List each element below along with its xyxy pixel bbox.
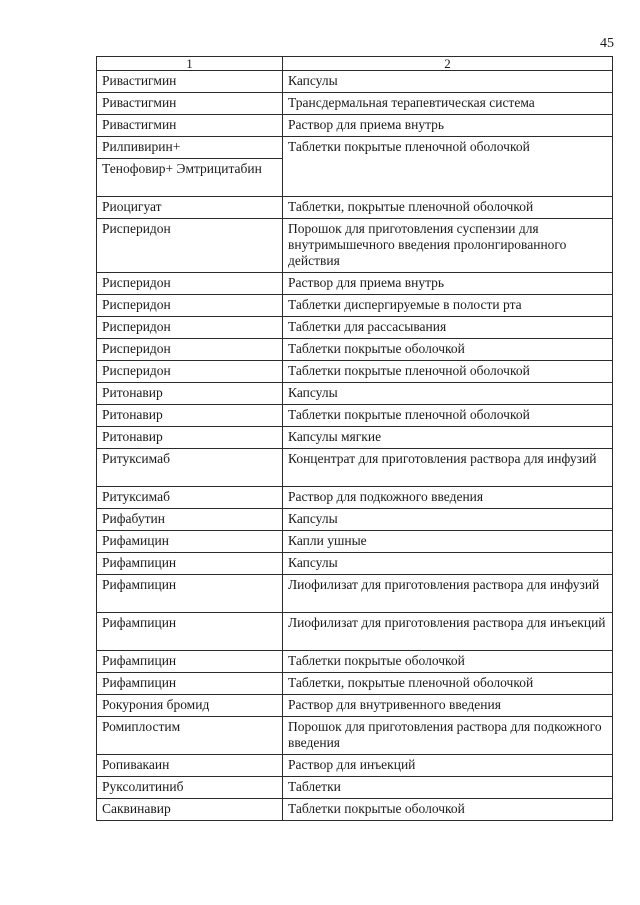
- table-row: [97, 295, 613, 317]
- table-row: [97, 383, 613, 405]
- table-row: [97, 575, 613, 613]
- table-row: [97, 219, 613, 273]
- table-header-row: [97, 57, 613, 71]
- dosage-form-cell: Таблетки покрытые оболочкой: [283, 799, 613, 821]
- dosage-form-cell: Раствор для внутривенного введения: [283, 695, 613, 717]
- table-row: [97, 487, 613, 509]
- drug-name-cell: Риоцигуат: [97, 197, 283, 219]
- dosage-form-cell: Капсулы: [283, 553, 613, 575]
- drug-name-cell: Рифабутин: [97, 509, 283, 531]
- page-number: 45: [600, 36, 614, 51]
- dosage-form-cell: Раствор для приема внутрь: [283, 115, 613, 137]
- drug-name-cell: Руксолитиниб: [97, 777, 283, 799]
- table-row: [97, 339, 613, 361]
- drug-name-cell: Ритуксимаб: [97, 449, 283, 487]
- dosage-form-cell: Раствор для инъекций: [283, 755, 613, 777]
- drug-name-cell: Рокурония бромид: [97, 695, 283, 717]
- dosage-form-cell: Таблетки, покрытые пленочной оболочкой: [283, 673, 613, 695]
- drug-name-cell: Рисперидон: [97, 219, 283, 273]
- dosage-form-cell: Раствор для приема внутрь: [283, 273, 613, 295]
- dosage-form-cell: Концентрат для приготовления раствора для инфузий: [283, 449, 613, 487]
- drug-name-cell: Рифампицин: [97, 575, 283, 613]
- table-row: [97, 695, 613, 717]
- drug-name-cell: Рифампицин: [97, 613, 283, 651]
- dosage-form-cell: Таблетки покрытые пленочной оболочкой: [283, 137, 613, 197]
- drug-name-cell: Рифамицин: [97, 531, 283, 553]
- dosage-form-cell: Таблетки для рассасывания: [283, 317, 613, 339]
- table-row: [97, 427, 613, 449]
- table-row: [97, 71, 613, 93]
- drug-table: [96, 56, 613, 821]
- table-row: [97, 755, 613, 777]
- dosage-form-cell: Раствор для подкожного введения: [283, 487, 613, 509]
- table-row: [97, 673, 613, 695]
- table-row: [97, 613, 613, 651]
- drug-name-cell: Ропивакаин: [97, 755, 283, 777]
- column-header: 1: [97, 57, 283, 71]
- drug-name-cell: Рисперидон: [97, 361, 283, 383]
- column-header: 2: [283, 57, 613, 71]
- dosage-form-cell: Капсулы: [283, 383, 613, 405]
- dosage-form-cell: Порошок для приготовления суспензии для внутримышечного введения пролонгированного действия: [283, 219, 613, 273]
- dosage-form-cell: Таблетки диспергируемые в полости рта: [283, 295, 613, 317]
- drug-name-cell: Ритонавир: [97, 405, 283, 427]
- dosage-form-cell: Таблетки, покрытые пленочной оболочкой: [283, 197, 613, 219]
- drug-name-cell: Ритонавир: [97, 383, 283, 405]
- table-row: [97, 777, 613, 799]
- drug-name-cell: Рисперидон: [97, 273, 283, 295]
- table-row: [97, 651, 613, 673]
- dosage-form-cell: Порошок для приготовления раствора для подкожного введения: [283, 717, 613, 755]
- drug-name-cell: Ритуксимаб: [97, 487, 283, 509]
- table-row: [97, 361, 613, 383]
- table-row: [97, 93, 613, 115]
- dosage-form-cell: Таблетки покрытые пленочной оболочкой: [283, 361, 613, 383]
- drug-name-cell: Рифампицин: [97, 553, 283, 575]
- drug-name-cell: Рилпивирин+: [97, 137, 283, 159]
- table-row: [97, 799, 613, 821]
- dosage-form-cell: Таблетки покрытые оболочкой: [283, 651, 613, 673]
- table-row: [97, 449, 613, 487]
- table-row: [97, 531, 613, 553]
- drug-name-cell: Тенофовир+ Эмтрицитабин: [97, 159, 283, 197]
- table-row: [97, 317, 613, 339]
- drug-name-cell: Ривастигмин: [97, 115, 283, 137]
- table-row: [97, 137, 613, 159]
- drug-name-cell: Ритонавир: [97, 427, 283, 449]
- table-row: [97, 509, 613, 531]
- dosage-form-cell: Лиофилизат для приготовления раствора для инъекций: [283, 613, 613, 651]
- dosage-form-cell: Капсулы: [283, 71, 613, 93]
- dosage-form-cell: Трансдермальная терапевтическая система: [283, 93, 613, 115]
- table-row: [97, 197, 613, 219]
- dosage-form-cell: Капсулы мягкие: [283, 427, 613, 449]
- table-row: [97, 405, 613, 427]
- table-row: [97, 553, 613, 575]
- drug-name-cell: Рисперидон: [97, 295, 283, 317]
- table-row: [97, 717, 613, 755]
- drug-name-cell: Саквинавир: [97, 799, 283, 821]
- dosage-form-cell: Лиофилизат для приготовления раствора для инфузий: [283, 575, 613, 613]
- table-row: [97, 273, 613, 295]
- drug-name-cell: Рифампицин: [97, 651, 283, 673]
- table-row: [97, 115, 613, 137]
- dosage-form-cell: Таблетки покрытые пленочной оболочкой: [283, 405, 613, 427]
- dosage-form-cell: Капли ушные: [283, 531, 613, 553]
- dosage-form-cell: Капсулы: [283, 509, 613, 531]
- drug-name-cell: Рифампицин: [97, 673, 283, 695]
- drug-name-cell: Ривастигмин: [97, 71, 283, 93]
- drug-name-cell: Рисперидон: [97, 317, 283, 339]
- dosage-form-cell: Таблетки покрытые оболочкой: [283, 339, 613, 361]
- drug-name-cell: Ривастигмин: [97, 93, 283, 115]
- dosage-form-cell: Таблетки: [283, 777, 613, 799]
- drug-name-cell: Ромиплостим: [97, 717, 283, 755]
- drug-name-cell: Рисперидон: [97, 339, 283, 361]
